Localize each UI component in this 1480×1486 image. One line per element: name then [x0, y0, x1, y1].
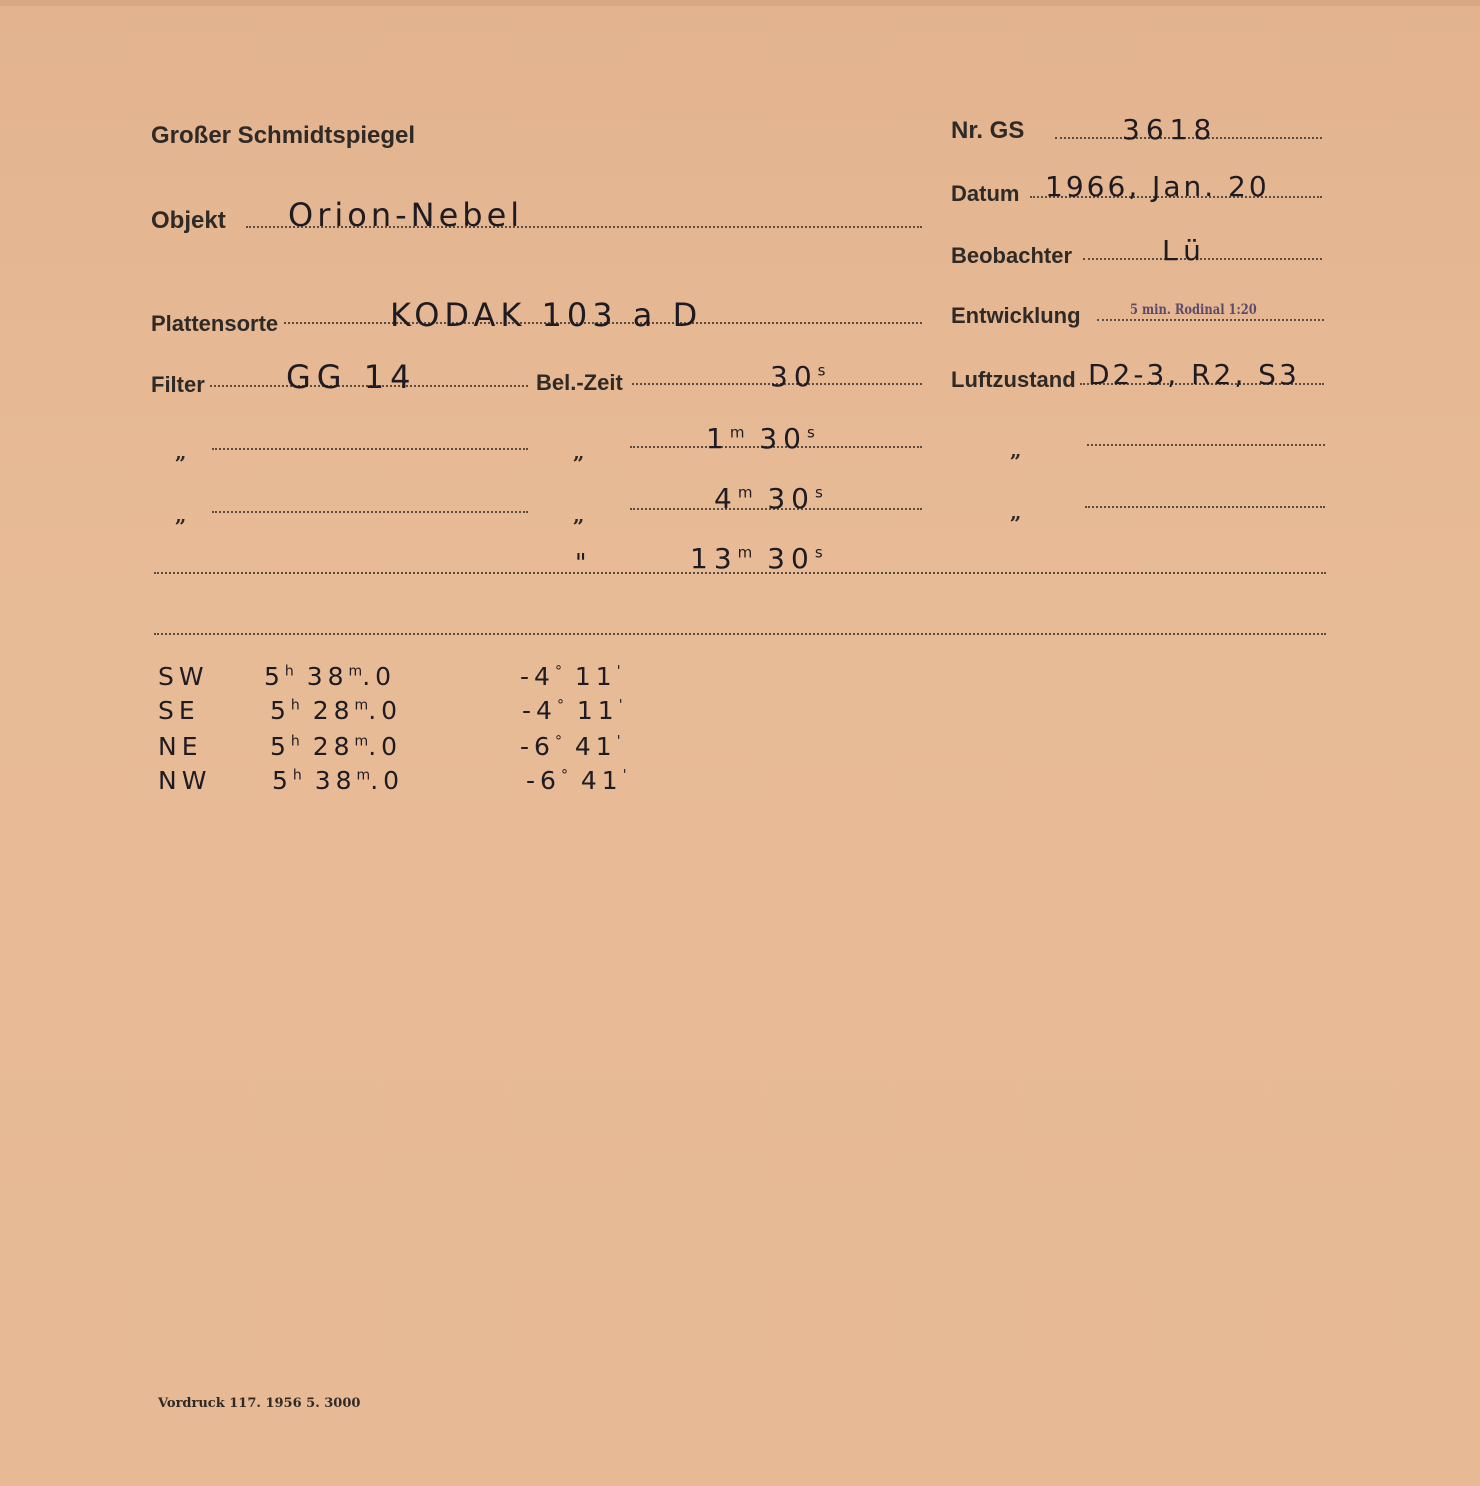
belzeit-label: Bel.-Zeit: [536, 370, 623, 395]
row-line-4: [154, 572, 1326, 574]
ra-value: 5$^h$ 28$^m$.0: [270, 696, 403, 725]
objekt-value: Orion-Nebel: [288, 196, 524, 234]
entwicklung-label: Entwicklung: [951, 303, 1081, 328]
corner-label: SW: [158, 662, 209, 691]
plattensorte-label: Plattensorte: [151, 311, 279, 336]
exposure-2: 1$^m$ 30$^s$: [706, 422, 815, 455]
row-line-5: [154, 633, 1326, 635]
plattensorte-value: KODAK 103 a D: [390, 296, 703, 334]
entwicklung-line: [1097, 319, 1324, 321]
ra-value: 5$^h$ 38$^m$.0: [264, 662, 397, 691]
ditto-belzeit-2: „: [573, 503, 585, 527]
dec-value: -4° 11': [522, 696, 623, 725]
exposure-3: 4$^m$ 30$^s$: [714, 482, 823, 515]
luftzustand-label: Luftzustand: [951, 367, 1076, 392]
datum-label: Datum: [951, 181, 1020, 206]
ditto-luft-1: „: [1010, 438, 1022, 462]
corner-label: SE: [158, 696, 200, 725]
card-top-edge: [0, 0, 1480, 6]
nr-gs-label: Nr. GS: [951, 117, 1025, 144]
filter-label: Filter: [151, 372, 205, 397]
exposure-1: 30$^s$: [770, 360, 826, 393]
ra-value: 5$^h$ 38$^m$.0: [272, 766, 405, 795]
luft-line-2: [1087, 444, 1325, 446]
dec-value: -6° 41': [526, 766, 627, 795]
ditto-belzeit-1: „: [573, 440, 585, 464]
luftzustand-value: D2-3, R2, S3: [1088, 358, 1300, 391]
datum-value: 1966, Jan. 20: [1045, 170, 1270, 203]
objekt-label: Objekt: [151, 207, 226, 234]
filter-line-2: [212, 448, 528, 450]
nr-gs-value: 3618: [1122, 113, 1218, 146]
filter-line-3: [212, 511, 528, 513]
ditto-filter-2: „: [175, 503, 187, 527]
dec-value: -6° 41': [520, 732, 621, 761]
beobachter-label: Beobachter: [951, 243, 1073, 268]
luft-line-3: [1085, 506, 1325, 508]
filter-value: GG 14: [286, 358, 417, 396]
ra-value: 5$^h$ 28$^m$.0: [270, 732, 403, 761]
ditto-belzeit-3: ": [575, 548, 593, 577]
ditto-luft-2: „: [1010, 500, 1022, 524]
corner-label: NE: [158, 732, 203, 761]
beobachter-value: Lü: [1162, 234, 1207, 267]
ditto-filter-1: „: [175, 440, 187, 464]
form-footer: Vordruck 117. 1956 5. 3000: [158, 1396, 361, 1411]
form-title: Großer Schmidtspiegel: [151, 122, 416, 149]
exposure-4: 13$^m$ 30$^s$: [690, 542, 823, 575]
dec-value: -4° 11': [520, 662, 621, 691]
corner-label: NW: [158, 766, 212, 795]
entwicklung-stamp: 5 min. Rodinal 1:20: [1130, 302, 1257, 318]
